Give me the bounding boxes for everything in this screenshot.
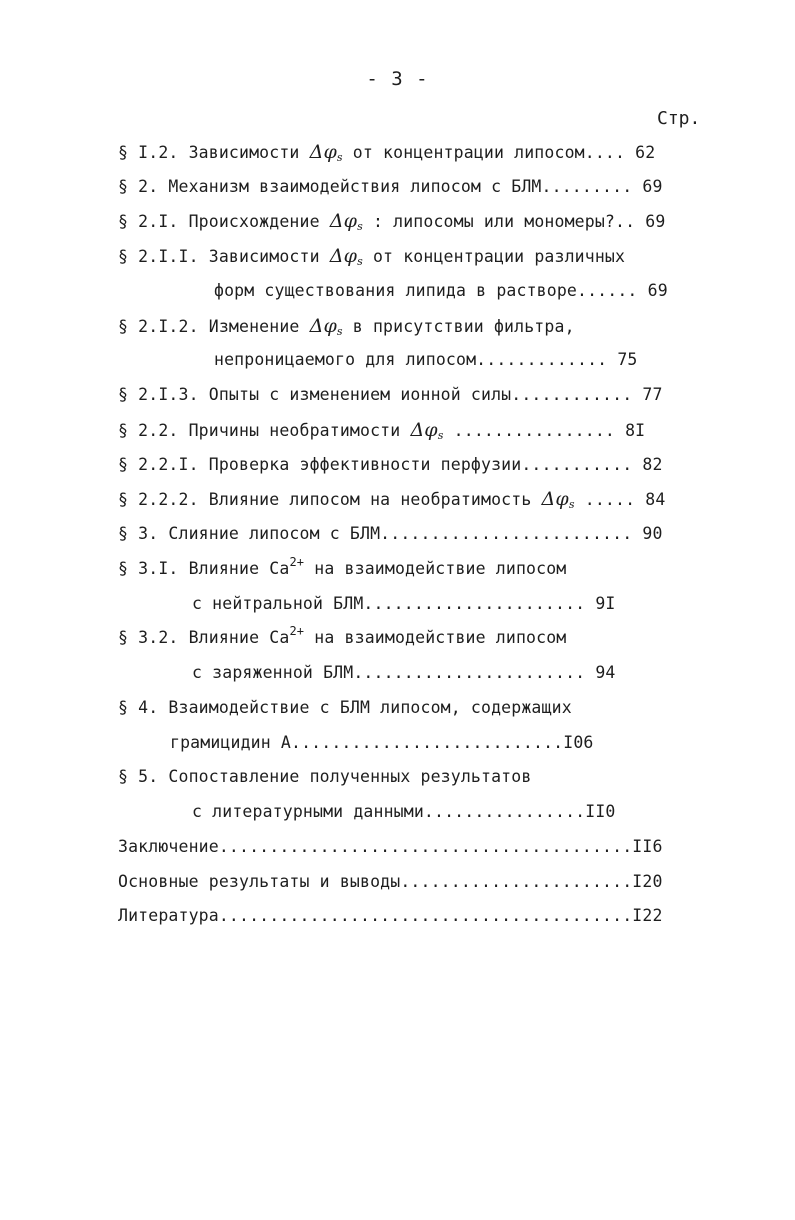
- toc-entry-1-2: [118, 141, 655, 169]
- toc-entry-conclusion: Заключение.........................................II6: [118, 837, 663, 856]
- calcium-ion-symbol: $Ca^{2+}$: [269, 624, 305, 647]
- toc-entry-text: от концентрации липосом.... 62: [342, 143, 656, 162]
- toc-entry-results: Основные результаты и выводы.......................I20: [118, 872, 663, 891]
- toc-entry-text: в присутствии фильтра,: [342, 317, 575, 336]
- toc-entry-5-cont: с литературными данными................II0: [192, 802, 616, 821]
- toc-entry-2-1-2-cont: непроницаемого для липосом............. 75: [214, 350, 638, 369]
- delta-phi-symbol: $\Delta\varphi_s$: [309, 315, 343, 338]
- toc-entry-2-1-3: § 2.I.3. Опыты с изменением ионной силы............ 77: [118, 385, 663, 404]
- toc-entry-2-1-1: [118, 245, 625, 273]
- toc-entry-text: § 2.I.2. Изменение: [118, 317, 310, 336]
- toc-entry-5: § 5. Сопоставление полученных результатов: [118, 767, 532, 786]
- calcium-ion-symbol: $Ca^{2+}$: [269, 555, 305, 578]
- toc-entry-2-2-2: [118, 488, 665, 516]
- toc-entry-text: § 2.2.2. Влияние липосом на необратимость: [118, 490, 542, 509]
- toc-entry-text: на взаимодействие липосом: [304, 628, 567, 647]
- toc-entry-text: § 2.I.I. Зависимости: [118, 247, 330, 266]
- toc-entry-literature: Литература.........................................I22: [118, 906, 663, 925]
- toc-entry-text: § I.2. Зависимости: [118, 143, 310, 162]
- delta-phi-symbol: $\Delta\varphi_s$: [309, 141, 343, 164]
- toc-entry-2-2-1: § 2.2.I. Проверка эффективности перфузии........... 82: [118, 455, 663, 474]
- toc-entry-3-1-cont: с нейтральной БЛМ...................... 9I: [192, 594, 616, 613]
- toc-entry-text: ..... 84: [574, 490, 666, 509]
- toc-entry-2-1-1-cont: форм существования липида в растворе...... 69: [214, 281, 668, 300]
- toc-entry-text: § 2.2. Причины необратимости: [118, 421, 411, 440]
- delta-phi-symbol: $\Delta\varphi_s$: [329, 245, 363, 268]
- toc-entry-text: : липосомы или мономеры?.. 69: [362, 212, 666, 231]
- toc-entry-text: § 3.I. Влияние: [118, 559, 270, 578]
- toc-entry-text: от концентрации различных: [362, 247, 626, 266]
- delta-phi-symbol: $\Delta\varphi_s$: [541, 488, 575, 511]
- toc-entry-3-1: [118, 555, 567, 580]
- delta-phi-symbol: $\Delta\varphi_s$: [410, 419, 444, 442]
- toc-entry-2: § 2. Механизм взаимодействия липосом с БЛМ......... 69: [118, 177, 663, 196]
- page-number: - 3 -: [366, 68, 429, 90]
- page-column-header: Стр.: [657, 108, 701, 129]
- toc-entry-3-2-cont: с заряженной БЛМ....................... 94: [192, 663, 616, 682]
- toc-entry-text: § 3.2. Влияние: [118, 628, 270, 647]
- toc-entry-text: § 2.I. Происхождение: [118, 212, 330, 231]
- toc-entry-text: на взаимодействие липосом: [304, 559, 567, 578]
- toc-entry-4: § 4. Взаимодействие с БЛМ липосом, содержащих: [118, 698, 572, 717]
- toc-entry-3-2: [118, 624, 567, 649]
- toc-entry-4-cont: грамицидин А...........................I06: [170, 733, 594, 752]
- toc-entry-2-1: [118, 210, 665, 238]
- delta-phi-symbol: $\Delta\varphi_s$: [329, 210, 363, 233]
- toc-entry-2-1-2: [118, 315, 575, 343]
- toc-entry-text: ................ 8I: [443, 421, 646, 440]
- toc-entry-3: § 3. Слияние липосом с БЛМ......................... 90: [118, 524, 663, 543]
- toc-entry-2-2: [118, 419, 645, 447]
